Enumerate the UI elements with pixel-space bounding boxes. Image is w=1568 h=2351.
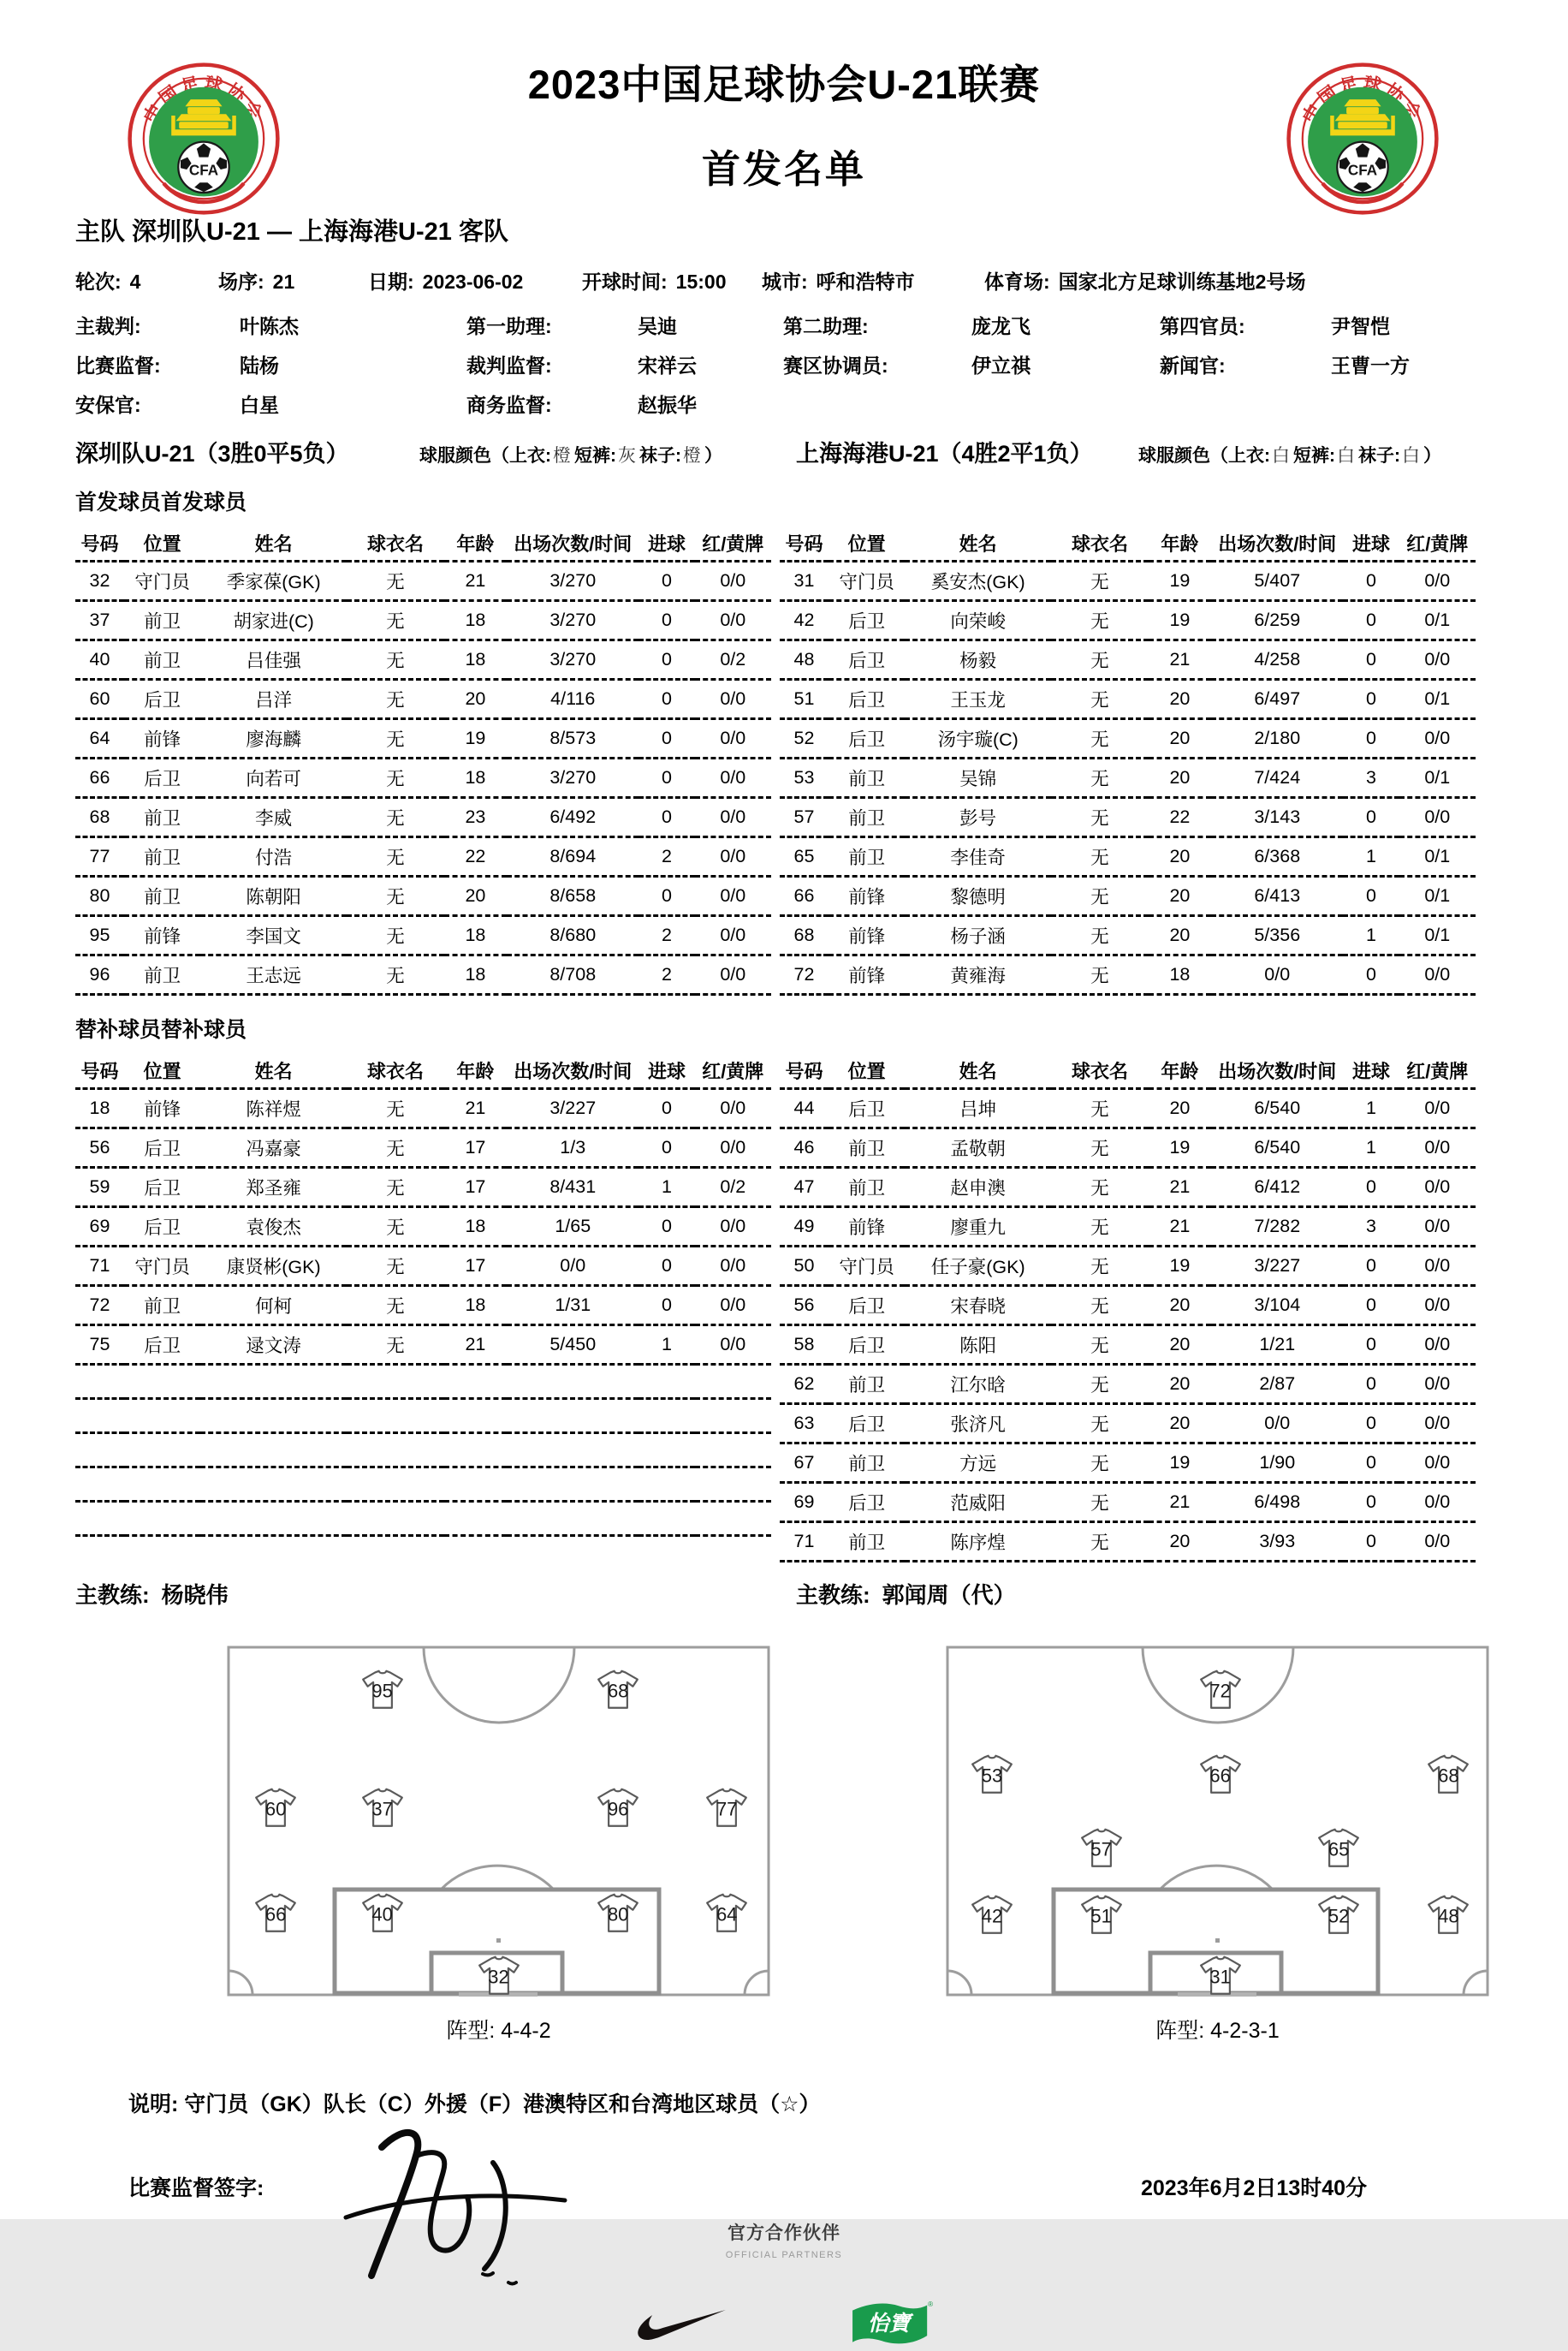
empty-row <box>75 1433 771 1467</box>
formation-jersey <box>597 1787 639 1827</box>
column-header: 号码 <box>75 527 124 562</box>
jersey-number: 64 <box>716 1903 738 1925</box>
formation-diagrams <box>75 1646 1493 2044</box>
starters-tables <box>75 527 1493 996</box>
player-row: 63 后卫 张济凡 无 20 0/0 0 0/0 <box>780 1404 1476 1443</box>
official: 安保官: 白星 <box>75 393 279 416</box>
cfa-logo-right <box>1286 62 1440 216</box>
player-row: 68 前卫 李威 无 23 6/492 0 0/0 <box>75 798 771 837</box>
jersey-number: 65 <box>1327 1838 1350 1860</box>
column-header: 进球 <box>1343 527 1399 562</box>
player-row: 42 后卫 向荣峻 无 19 6/259 0 0/1 <box>780 601 1476 640</box>
subs-tables <box>75 1054 1493 1562</box>
away-kit-colors: 球服颜色（上衣:白 短裤:白 袜子:白 ） <box>1138 446 1441 466</box>
formation-jersey <box>1199 1753 1242 1794</box>
cestbon-logo <box>847 2300 933 2351</box>
player-row: 31 守门员 奚安杰(GK) 无 19 5/407 0 0/0 <box>780 562 1476 601</box>
jersey-number: 77 <box>716 1798 738 1820</box>
officials-row <box>75 305 1493 344</box>
table-header-row <box>75 527 771 562</box>
jersey-number: 48 <box>1438 1905 1459 1927</box>
column-header: 位置 <box>829 1054 905 1089</box>
player-row: 69 后卫 范威阳 无 21 6/498 0 0/0 <box>780 1483 1476 1522</box>
officials-row <box>75 384 1493 423</box>
official: 商务监督: 赵振华 <box>466 393 697 416</box>
signature-row <box>75 2127 1493 2277</box>
formation-jersey <box>597 1670 639 1710</box>
column-header: 出场次数/时间 <box>1211 527 1343 562</box>
player-row: 77 前卫 付浩 无 22 8/694 2 0/0 <box>75 837 771 877</box>
player-row: 53 前卫 吴锦 无 20 7/424 3 0/1 <box>780 759 1476 798</box>
official: 裁判监督: 宋祥云 <box>466 354 697 377</box>
formation-jersey <box>597 1892 639 1932</box>
away-subs-table <box>780 1054 1476 1562</box>
formation-jersey <box>1427 1894 1470 1934</box>
empty-row <box>75 1502 771 1536</box>
jersey-number: 42 <box>981 1905 1003 1927</box>
team-bar <box>75 435 1493 468</box>
player-row: 51 后卫 王玉龙 无 20 6/497 0 0/1 <box>780 680 1476 719</box>
jersey-number: 96 <box>607 1798 629 1820</box>
starters-section-title: 首发球员首发球员 <box>75 491 247 515</box>
sheet-title: 首发名单 <box>701 147 866 191</box>
officials-row <box>75 344 1493 384</box>
column-header: 姓名 <box>905 527 1051 562</box>
table-header-row <box>780 1054 1476 1089</box>
away-formation-label: 阵型: 4-2-3-1 <box>1155 2019 1280 2043</box>
official: 主裁判: 叶陈杰 <box>75 314 299 337</box>
jersey-number: 32 <box>488 1966 509 1988</box>
table-header-row <box>780 527 1476 562</box>
column-header: 出场次数/时间 <box>507 1054 638 1089</box>
match-info-item: 日期: 2023-06-02 <box>368 271 524 293</box>
column-header: 进球 <box>1343 1054 1399 1089</box>
player-row: 80 前卫 陈朝阳 无 20 8/658 0 0/0 <box>75 877 771 916</box>
player-row: 56 后卫 宋春晓 无 20 3/104 0 0/0 <box>780 1286 1476 1325</box>
home-team-name: 深圳队U-21（3胜0平5负） <box>75 441 349 467</box>
home-kit-colors: 球服颜色（上衣:橙 短裤:灰 袜子:橙 ） <box>419 446 722 466</box>
player-row: 37 前卫 胡家进(C) 无 18 3/270 0 0/0 <box>75 601 771 640</box>
official: 新闻官: 王曹一方 <box>1160 354 1410 377</box>
table-header-row <box>75 1054 771 1089</box>
player-row: 95 前锋 李国文 无 18 8/680 2 0/0 <box>75 916 771 955</box>
player-row: 62 前卫 江尔晗 无 20 2/87 0 0/0 <box>780 1365 1476 1404</box>
formation-jersey <box>254 1892 297 1932</box>
formation-jersey <box>1317 1894 1360 1934</box>
player-row: 48 后卫 杨毅 无 21 4/258 0 0/0 <box>780 640 1476 680</box>
official: 第四官员: 尹智恺 <box>1160 314 1390 337</box>
pitch-graphic <box>227 1646 770 1997</box>
home-formation-label: 阵型: 4-4-2 <box>446 2019 551 2043</box>
away-coach: 主教练: 郭闻周（代） <box>796 1582 1016 1608</box>
formation-jersey <box>1080 1894 1123 1934</box>
official: 第二助理: 庞龙飞 <box>783 314 1030 337</box>
player-row: 75 后卫 逯文涛 无 21 5/450 1 0/0 <box>75 1325 771 1365</box>
column-header: 号码 <box>75 1054 124 1089</box>
jersey-number: 37 <box>371 1798 393 1820</box>
column-header: 姓名 <box>905 1054 1051 1089</box>
player-row: 59 后卫 郑圣雍 无 17 8/431 1 0/2 <box>75 1168 771 1207</box>
match-info-item: 城市: 呼和浩特市 <box>762 271 915 293</box>
formation-jersey <box>1427 1753 1470 1794</box>
partners-label-en: OFFICIAL PARTNERS <box>725 2250 843 2260</box>
column-header: 年龄 <box>444 527 507 562</box>
formation-jersey <box>361 1670 404 1710</box>
empty-row <box>75 1399 771 1433</box>
matchup-line: 主队 深圳队U-21 — 上海海港U-21 客队 <box>75 218 508 246</box>
supervisor-signature <box>315 2115 606 2303</box>
official: 比赛监督: 陆杨 <box>75 354 279 377</box>
legend-note: 说明: 守门员（GK）队长（C）外援（F）港澳特区和台湾地区球员（☆） <box>128 2092 821 2116</box>
player-row: 47 前卫 赵申澳 无 21 6/412 0 0/0 <box>780 1168 1476 1207</box>
player-row: 56 后卫 冯嘉豪 无 17 1/3 0 0/0 <box>75 1128 771 1168</box>
partners-block <box>75 2219 1493 2260</box>
match-info-item: 轮次: 4 <box>75 271 141 293</box>
jersey-number: 66 <box>1209 1765 1231 1787</box>
jersey-number: 53 <box>981 1765 1003 1787</box>
cfa-logo-left <box>127 62 281 216</box>
jersey-number: 40 <box>371 1903 393 1925</box>
column-header: 年龄 <box>1149 527 1211 562</box>
jersey-number: 95 <box>371 1680 393 1702</box>
away-pitch <box>946 1646 1489 1997</box>
formation-jersey <box>1199 1955 1242 1996</box>
column-header: 红/黄牌 <box>695 527 771 562</box>
empty-row <box>75 1467 771 1502</box>
formation-jersey <box>361 1892 404 1932</box>
column-header: 出场次数/时间 <box>1211 1054 1343 1089</box>
player-row: 18 前锋 陈祥煜 无 21 3/227 0 0/0 <box>75 1089 771 1128</box>
formation-jersey <box>705 1892 748 1932</box>
player-row: 69 后卫 袁俊杰 无 18 1/65 0 0/0 <box>75 1207 771 1247</box>
column-header: 红/黄牌 <box>1399 1054 1476 1089</box>
header <box>75 0 1493 199</box>
empty-row <box>75 1365 771 1399</box>
player-row: 44 后卫 吕坤 无 20 6/540 1 0/0 <box>780 1089 1476 1128</box>
home-coach: 主教练: 杨晓伟 <box>75 1582 229 1608</box>
match-info-item: 开球时间: 15:00 <box>582 271 727 293</box>
formation-jersey <box>1317 1827 1360 1867</box>
jersey-number: 66 <box>264 1903 287 1925</box>
jersey-number: 57 <box>1090 1838 1112 1860</box>
player-row: 52 后卫 汤宇璇(C) 无 20 2/180 0 0/0 <box>780 719 1476 759</box>
sheet-datetime: 2023年6月2日13时40分 <box>1141 2176 1368 2200</box>
column-header: 位置 <box>124 1054 200 1089</box>
player-row: 50 守门员 任子豪(GK) 无 19 3/227 0 0/0 <box>780 1247 1476 1286</box>
player-row: 67 前卫 方远 无 19 1/90 0 0/0 <box>780 1443 1476 1483</box>
formation-jersey <box>705 1787 748 1827</box>
column-header: 年龄 <box>444 1054 507 1089</box>
player-row: 49 前锋 廖重九 无 21 7/282 3 0/0 <box>780 1207 1476 1247</box>
partners-label-cn: 官方合作伙伴 <box>728 2223 840 2243</box>
jersey-number: 80 <box>607 1903 629 1925</box>
column-header: 位置 <box>124 527 200 562</box>
formation-jersey <box>1199 1670 1242 1710</box>
player-row: 68 前锋 杨子涵 无 20 5/356 1 0/1 <box>780 916 1476 955</box>
player-row: 71 前卫 陈序煌 无 20 3/93 0 0/0 <box>780 1522 1476 1562</box>
home-formation <box>227 1646 770 2044</box>
home-pitch <box>227 1646 770 1997</box>
nike-logo <box>635 2309 728 2342</box>
jersey-number: 68 <box>607 1680 629 1702</box>
sponsor-logos <box>75 2300 1493 2351</box>
formation-jersey <box>254 1787 297 1827</box>
player-row: 72 前卫 何柯 无 18 1/31 0 0/0 <box>75 1286 771 1325</box>
formation-jersey <box>971 1753 1013 1794</box>
player-row: 32 守门员 季家葆(GK) 无 21 3/270 0 0/0 <box>75 562 771 601</box>
coach-row <box>75 1578 1493 1610</box>
player-row: 71 守门员 康贤彬(GK) 无 17 0/0 0 0/0 <box>75 1247 771 1286</box>
column-header: 球衣名 <box>1051 1054 1149 1089</box>
column-header: 红/黄牌 <box>695 1054 771 1089</box>
formation-jersey <box>971 1894 1013 1934</box>
jersey-number: 72 <box>1209 1680 1231 1702</box>
player-row: 46 前卫 孟敬朝 无 19 6/540 1 0/0 <box>780 1128 1476 1168</box>
player-row: 60 后卫 吕洋 无 20 4/116 0 0/0 <box>75 680 771 719</box>
home-subs-table <box>75 1054 771 1562</box>
player-row: 58 后卫 陈阳 无 20 1/21 0 0/0 <box>780 1325 1476 1365</box>
column-header: 红/黄牌 <box>1399 527 1476 562</box>
jersey-number: 31 <box>1209 1966 1231 1988</box>
away-team-name: 上海海港U-21（4胜2平1负） <box>796 441 1093 467</box>
player-row: 64 前锋 廖海麟 无 19 8/573 0 0/0 <box>75 719 771 759</box>
player-row: 66 后卫 向若可 无 18 3/270 0 0/0 <box>75 759 771 798</box>
match-info-row <box>75 266 1493 295</box>
column-header: 球衣名 <box>347 527 444 562</box>
formation-jersey <box>1080 1827 1123 1867</box>
subs-section-title: 替补球员替补球员 <box>75 1018 247 1042</box>
player-row: 40 前卫 吕佳强 无 18 3/270 0 0/2 <box>75 640 771 680</box>
column-header: 球衣名 <box>347 1054 444 1089</box>
player-row: 65 前卫 李佳奇 无 20 6/368 1 0/1 <box>780 837 1476 877</box>
jersey-number: 60 <box>264 1798 287 1820</box>
match-info-item: 场序: 21 <box>218 271 295 293</box>
column-header: 进球 <box>638 527 694 562</box>
column-header: 姓名 <box>200 1054 347 1089</box>
jersey-number: 52 <box>1327 1905 1350 1927</box>
column-header: 号码 <box>780 527 829 562</box>
column-header: 年龄 <box>1149 1054 1211 1089</box>
column-header: 号码 <box>780 1054 829 1089</box>
column-header: 出场次数/时间 <box>507 527 638 562</box>
column-header: 位置 <box>829 527 905 562</box>
formation-jersey <box>478 1955 520 1996</box>
away-formation <box>946 1646 1489 2044</box>
column-header: 球衣名 <box>1051 527 1149 562</box>
home-starters-table <box>75 527 771 996</box>
column-header: 进球 <box>638 1054 694 1089</box>
away-starters-table <box>780 527 1476 996</box>
column-header: 姓名 <box>200 527 347 562</box>
official: 赛区协调员: 伊立祺 <box>783 354 1030 377</box>
competition-title: 2023中国足球协会U-21联赛 <box>527 62 1041 107</box>
player-row: 57 前卫 彭号 无 22 3/143 0 0/0 <box>780 798 1476 837</box>
match-info-item: 体育场: 国家北方足球训练基地2号场 <box>984 271 1306 293</box>
signature-label: 比赛监督签字: <box>128 2176 264 2200</box>
official: 第一助理: 吴迪 <box>466 314 677 337</box>
formation-jersey <box>361 1787 404 1827</box>
player-row: 72 前锋 黄雍海 无 18 0/0 0 0/0 <box>780 955 1476 995</box>
jersey-number: 51 <box>1090 1905 1112 1927</box>
player-row: 66 前锋 黎德明 无 20 6/413 0 0/1 <box>780 877 1476 916</box>
player-row: 96 前卫 王志远 无 18 8/708 2 0/0 <box>75 955 771 995</box>
officials-block <box>75 305 1493 423</box>
jersey-number: 68 <box>1438 1765 1459 1787</box>
